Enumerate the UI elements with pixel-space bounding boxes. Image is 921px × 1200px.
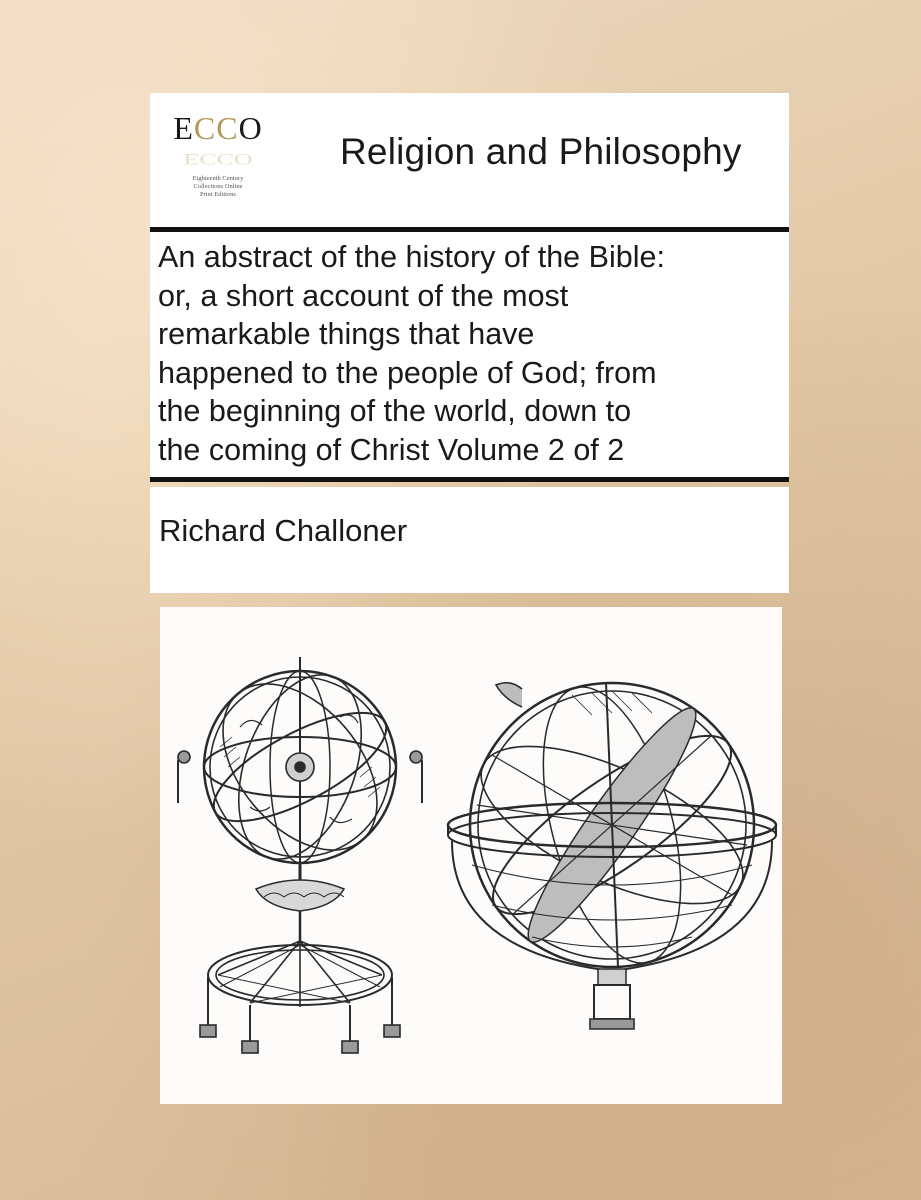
title-line: or, a short account of the most [158, 278, 569, 313]
title-line: the coming of Christ Volume 2 of 2 [158, 432, 625, 467]
right-armillary-sphere [448, 672, 776, 977]
author-panel [150, 487, 789, 593]
title-line: happened to the people of God; from [158, 355, 657, 390]
illustration-panel [160, 607, 782, 1104]
header-panel [150, 93, 789, 227]
ecco-logo-line: Print Editions [200, 191, 236, 198]
ecco-logo-mark: ECCO [173, 110, 263, 146]
book-title [158, 238, 788, 469]
ecco-logo-line: Eighteenth Century [192, 175, 244, 182]
left-sphere-stand [200, 863, 400, 1053]
author-name: Richard Challoner [159, 513, 408, 548]
ecco-logo-reflection: ECCO [183, 150, 253, 168]
ecco-logo-line: Collections Online [193, 183, 243, 190]
armillary-spheres-illustration [160, 607, 782, 1104]
divider-rule [150, 477, 789, 482]
title-line: remarkable things that have [158, 317, 535, 351]
title-line: the beginning of the world, down to [158, 394, 632, 428]
ecco-logo-caption [172, 175, 264, 199]
series-title: Religion and Philosophy [340, 131, 742, 172]
title-line: An abstract of the history of the Bible: [158, 240, 665, 274]
ecco-logo [172, 111, 264, 211]
right-sphere-pedestal [590, 969, 634, 1029]
left-armillary-sphere [178, 655, 422, 879]
title-panel [150, 232, 789, 477]
